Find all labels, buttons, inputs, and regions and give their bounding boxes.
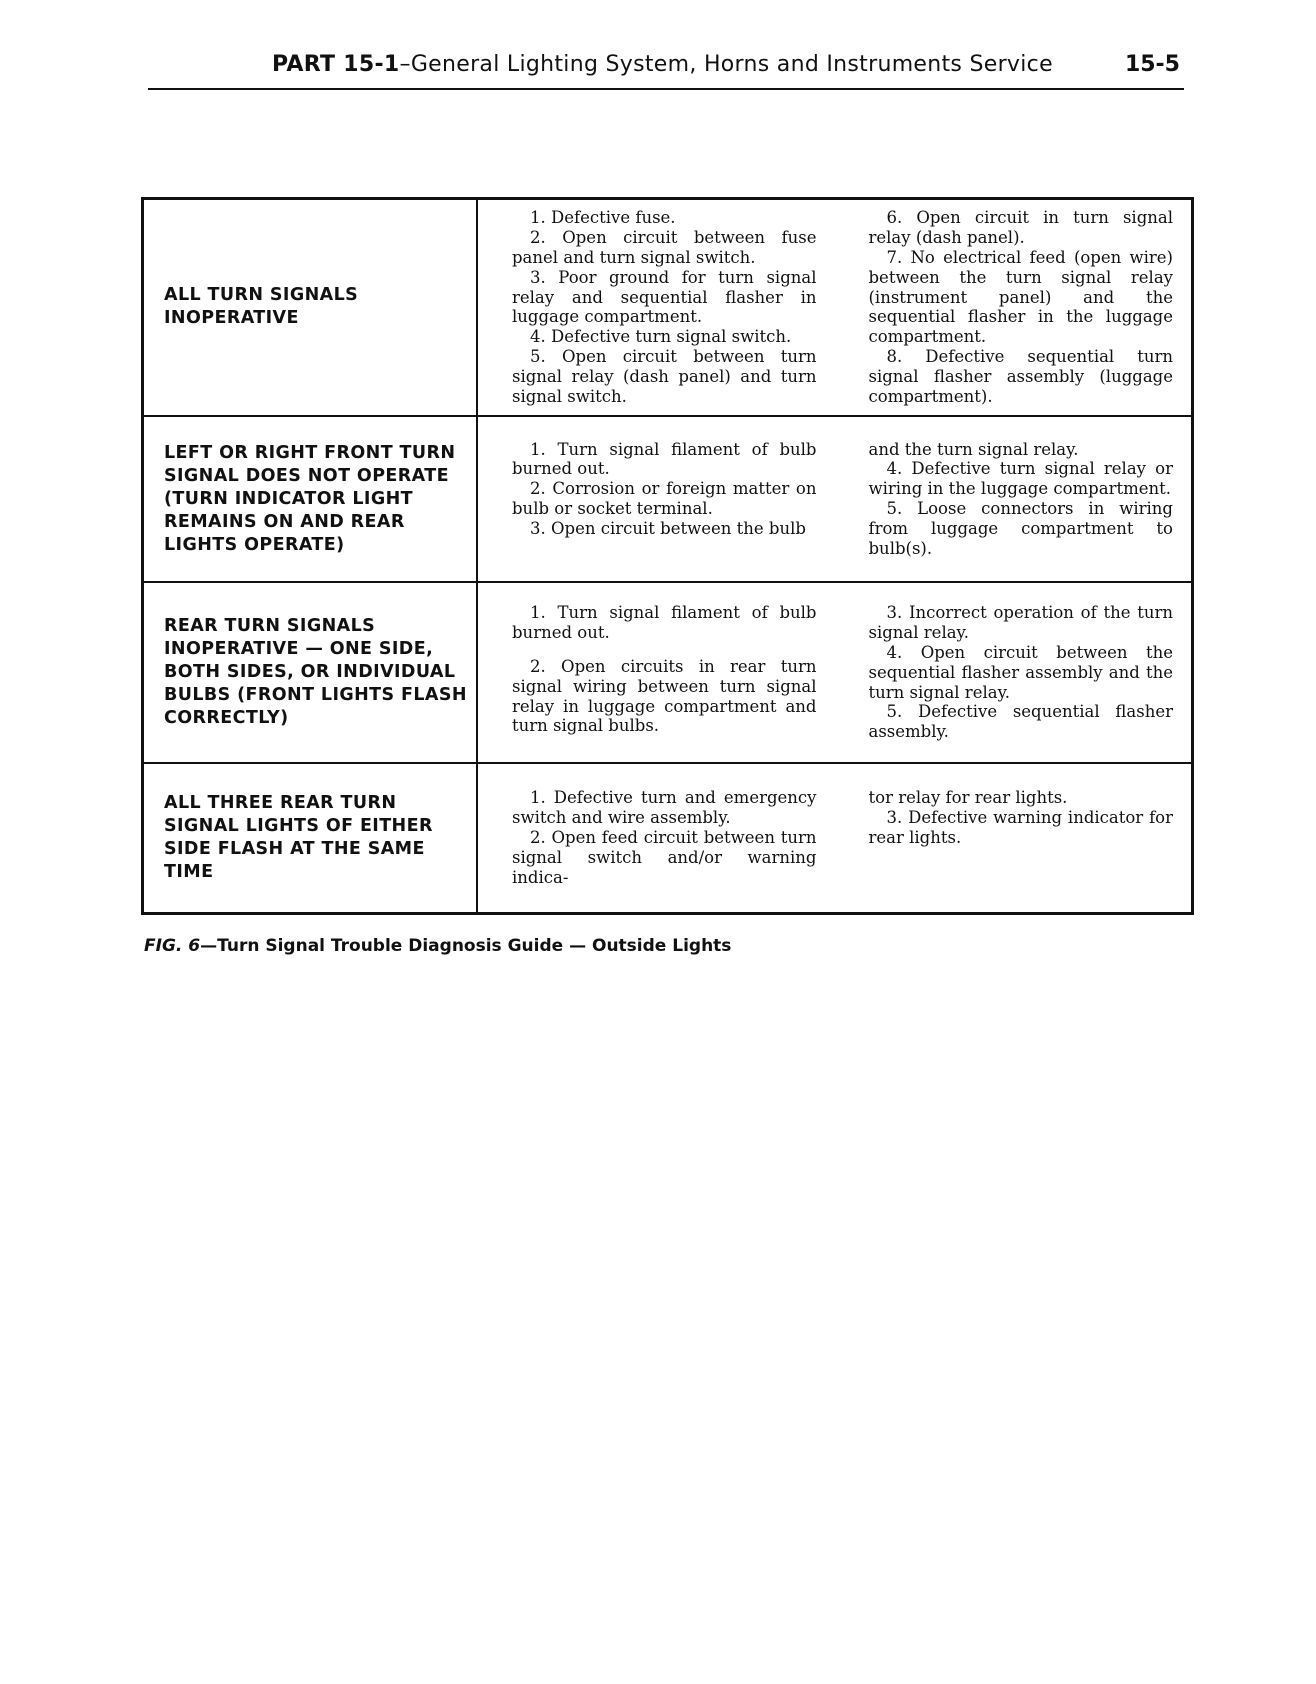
cause-item: 2. Open circuit between fuse panel and turn signal switch. <box>512 228 817 267</box>
cause-item: 2. Corrosion or foreign matter on bulb or socket terminal. <box>512 479 817 519</box>
cause-item-continued: and the turn signal relay. <box>868 439 1079 459</box>
part-label: PART 15-1 <box>272 52 400 77</box>
cause-item: 1. Turn signal filament of bulb burned out. <box>512 439 817 479</box>
cause-item: 6. Open circuit in turn signal relay (dash panel). <box>868 208 1173 248</box>
running-title <box>272 52 1053 77</box>
causes-column-right <box>869 208 1174 406</box>
figure-caption <box>144 936 731 956</box>
causes-cell <box>477 416 1193 583</box>
causes-column-right <box>869 440 1174 559</box>
causes-column-left <box>512 603 817 742</box>
causes-column-right <box>869 788 1174 887</box>
cause-item-continued: tor relay for rear lights. <box>868 788 1068 808</box>
causes-cell <box>477 199 1193 416</box>
causes-column-left <box>512 440 817 559</box>
cause-item: 8. Defective sequential turn signal flasher assembly (luggage compartment). <box>868 346 1173 406</box>
trouble-diagnosis-table <box>141 197 1194 915</box>
condition-cell: LEFT OR RIGHT FRONT TURN SIGNAL DOES NOT OPERATE (TURN INDICATOR LIGHT REMAINS ON AND REAR LIGHTS OPERATE) <box>143 416 478 583</box>
condition-cell: ALL TURN SIGNALS INOPERATIVE <box>143 199 478 416</box>
table-row <box>143 416 1193 583</box>
cause-item: 5. Open circuit between turn signal relay (dash panel) and turn signal switch. <box>512 346 817 406</box>
cause-item: 3. Poor ground for turn signal relay and sequential flasher in luggage compartment. <box>512 267 817 327</box>
cause-item: 7. No electrical feed (open wire) between the turn signal relay (instrument panel) and the sequential flasher in the luggage compartment. <box>868 247 1173 347</box>
cause-item: 3. Incorrect operation of the turn signal relay. <box>868 603 1173 643</box>
condition-cell: ALL THREE REAR TURN SIGNAL LIGHTS OF EITHER SIDE FLASH AT THE SAME TIME <box>143 763 478 914</box>
cause-item: 2. Open circuits in rear turn signal wiring between turn signal relay in luggage compartment and turn signal bulbs. <box>512 656 817 736</box>
cause-item: 4. Open circuit between the sequential flasher assembly and the turn signal relay. <box>868 642 1173 702</box>
page-number: 15-5 <box>1124 52 1180 77</box>
caption-text: —Turn Signal Trouble Diagnosis Guide — Outside Lights <box>200 936 732 956</box>
cause-item: 5. Defective sequential flasher assembly. <box>868 702 1173 742</box>
causes-column-right <box>869 603 1174 742</box>
cause-item: 1. Turn signal filament of bulb burned out. <box>512 603 817 643</box>
cause-item: 5. Loose connectors in wiring from luggage compartment to bulb(s). <box>868 499 1173 558</box>
page-header <box>148 48 1184 90</box>
table-row <box>143 582 1193 763</box>
causes-column-left <box>512 788 817 887</box>
causes-column-left <box>512 208 817 406</box>
figure-label: FIG. 6 <box>144 936 201 956</box>
cause-item: 1. Defective fuse. <box>530 208 676 228</box>
table-row <box>143 199 1193 416</box>
cause-item: 3. Defective warning indicator for rear lights. <box>868 808 1173 848</box>
cause-item: 1. Defective turn and emergency switch and wire assembly. <box>512 788 817 828</box>
cause-item: 3. Open circuit between the bulb <box>530 518 806 538</box>
cause-item: 4. Defective turn signal relay or wiring in the luggage compartment. <box>868 459 1173 499</box>
title-text: –General Lighting System, Horns and Instruments Service <box>399 52 1053 77</box>
cause-item: 2. Open feed circuit between turn signal switch and/or warning indica- <box>512 828 817 887</box>
causes-cell <box>477 763 1193 914</box>
table-row <box>143 763 1193 914</box>
causes-cell <box>477 582 1193 763</box>
cause-item: 4. Defective turn signal switch. <box>530 327 792 347</box>
condition-cell: REAR TURN SIGNALS INOPERATIVE — ONE SIDE, BOTH SIDES, OR INDIVIDUAL BULBS (FRONT LIGHTS FLASH CORRECTLY) <box>143 582 478 763</box>
